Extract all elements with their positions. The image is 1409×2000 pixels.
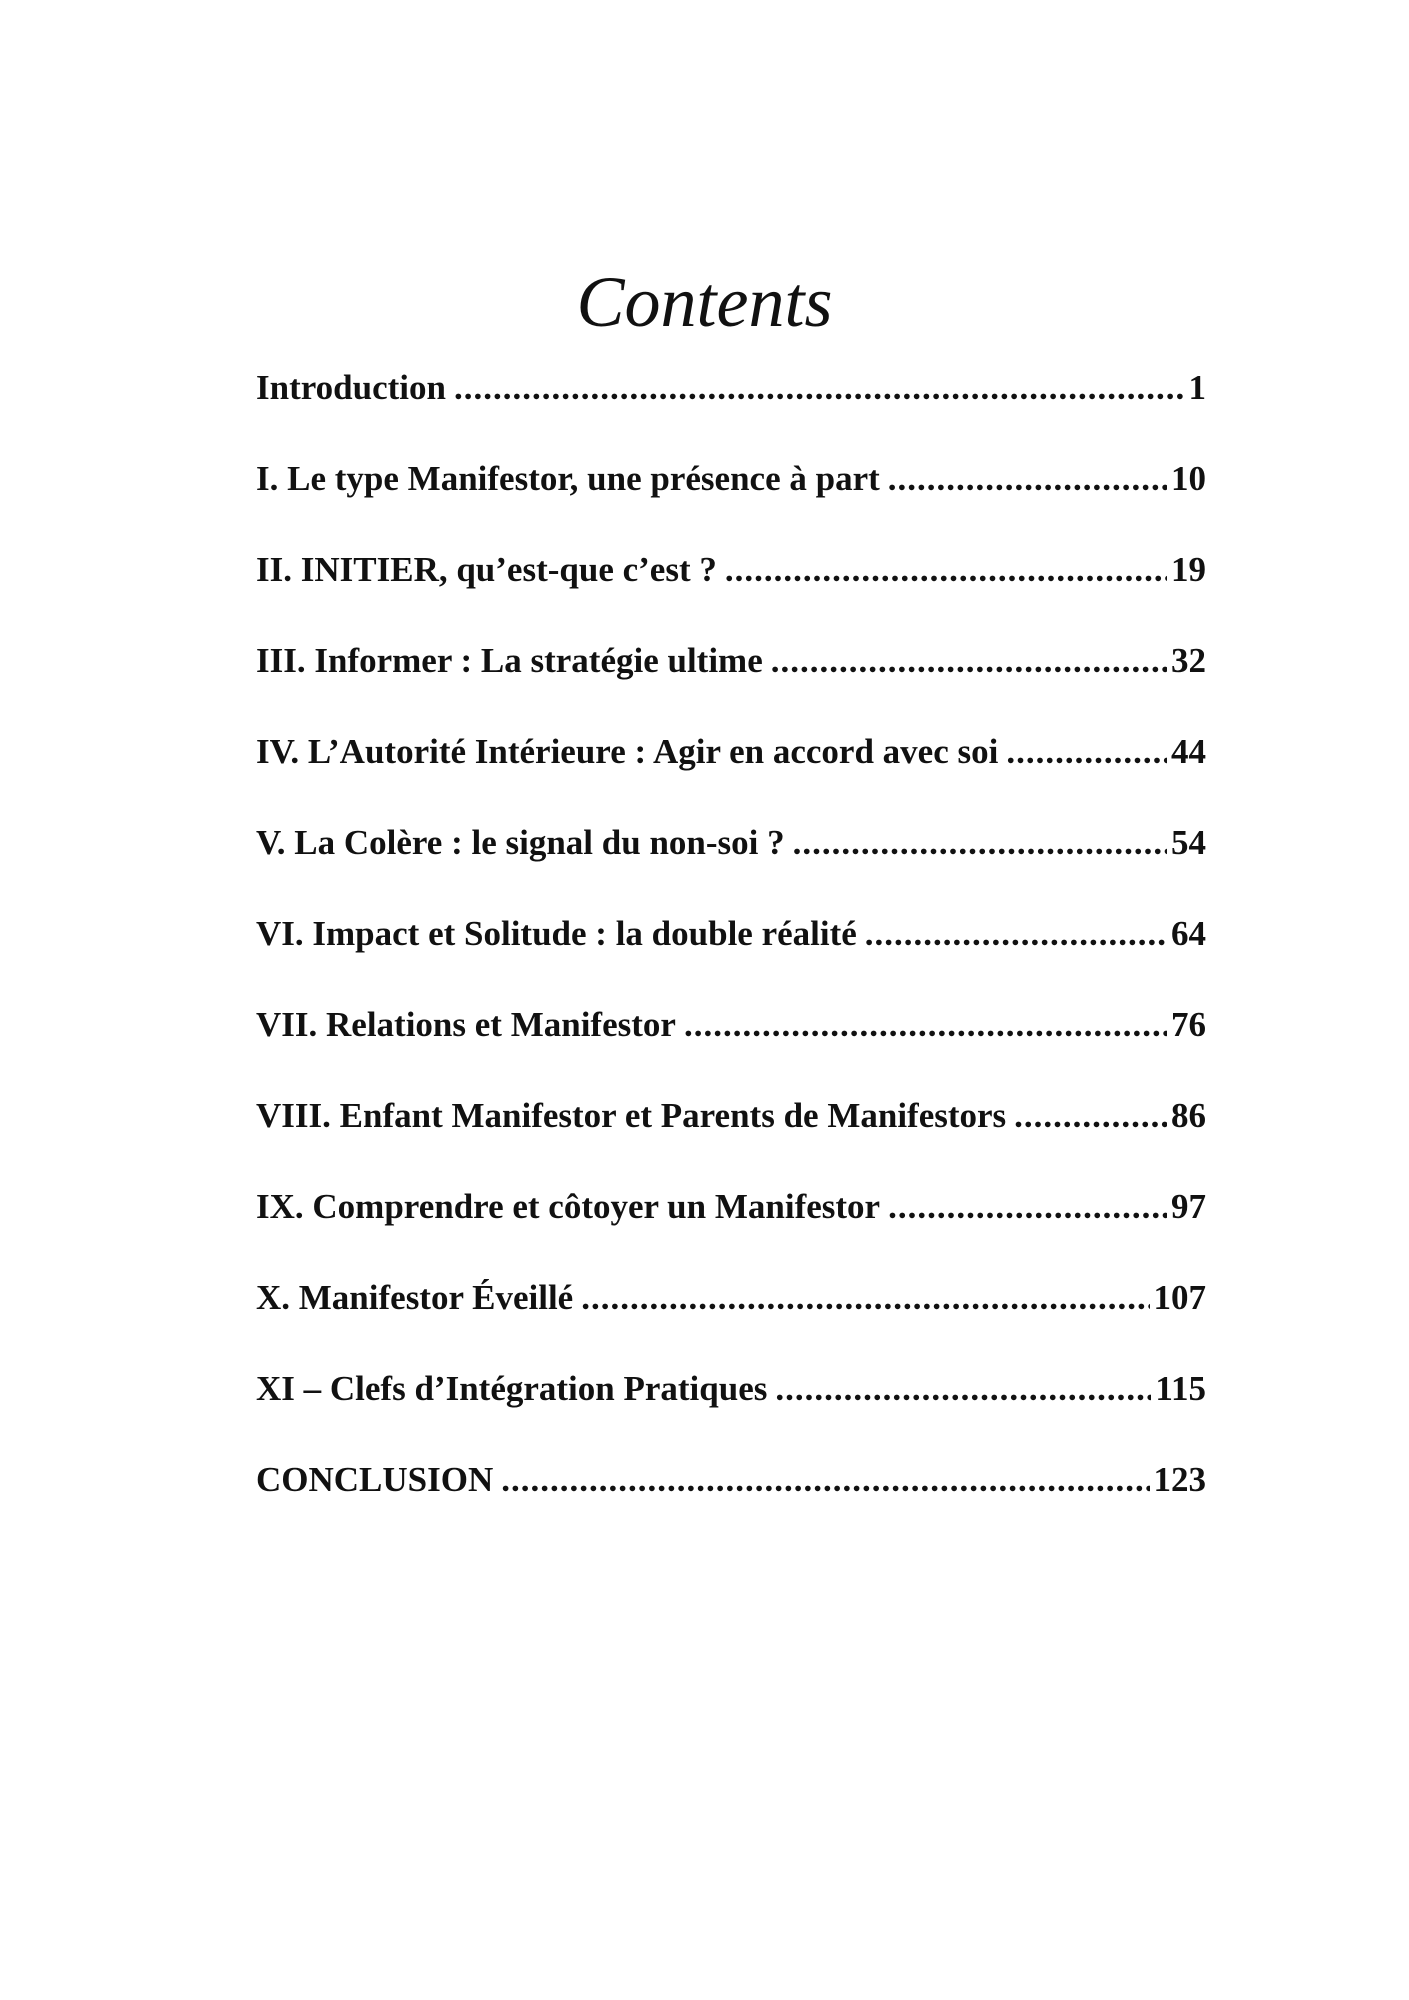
dot-leader xyxy=(771,637,1167,685)
toc-entry-page: 44 xyxy=(1171,732,1206,771)
toc-entry[interactable] xyxy=(256,364,1206,455)
toc-entry-page: 123 xyxy=(1153,1460,1206,1499)
dot-leader xyxy=(501,1456,1149,1504)
toc-entry-page: 115 xyxy=(1155,1369,1206,1408)
toc-entry[interactable] xyxy=(256,819,1206,910)
dot-leader xyxy=(454,364,1185,412)
toc-entry-page: 10 xyxy=(1171,459,1206,498)
toc-entry-title: IX. Comprendre et côtoyer un Manifestor xyxy=(256,1187,881,1226)
dot-leader xyxy=(888,1183,1167,1231)
toc-entry-page: 86 xyxy=(1171,1096,1206,1135)
toc-entry-title: Introduction xyxy=(256,368,446,407)
dot-leader xyxy=(793,819,1167,867)
toc-entry[interactable] xyxy=(256,1092,1206,1183)
toc-entry-page: 19 xyxy=(1171,550,1206,589)
toc-entry[interactable] xyxy=(256,1274,1206,1365)
dot-leader xyxy=(775,1365,1151,1413)
toc-entry[interactable] xyxy=(256,1001,1206,1092)
dot-leader xyxy=(1014,1092,1167,1140)
toc-entry-title: CONCLUSION xyxy=(256,1460,494,1499)
dot-leader xyxy=(865,910,1167,958)
toc-entry-page: 1 xyxy=(1188,368,1206,407)
toc-entry-title: I. Le type Manifestor, une présence à part xyxy=(256,459,880,498)
toc-entry-title: X. Manifestor Éveillé xyxy=(256,1278,574,1317)
dot-leader xyxy=(581,1274,1149,1322)
toc-entry-page: 64 xyxy=(1171,914,1206,953)
toc-entry-title: VII. Relations et Manifestor xyxy=(256,1005,676,1044)
toc-entry[interactable] xyxy=(256,1183,1206,1274)
toc-entry-page: 97 xyxy=(1171,1187,1206,1226)
page-title: Contents xyxy=(576,262,833,342)
dot-leader xyxy=(1006,728,1167,776)
dot-leader xyxy=(888,455,1167,503)
toc-entry-title: V. La Colère : le signal du non-soi ? xyxy=(256,823,785,862)
toc-entry-page: 107 xyxy=(1153,1278,1206,1317)
toc-entry-title: III. Informer : La stratégie ultime xyxy=(256,641,763,680)
toc-entry[interactable] xyxy=(256,546,1206,637)
toc-entry[interactable] xyxy=(256,1365,1206,1456)
toc-entry[interactable] xyxy=(256,1456,1206,1547)
dot-leader xyxy=(725,546,1167,594)
toc-entry[interactable] xyxy=(256,728,1206,819)
dot-leader xyxy=(684,1001,1167,1049)
toc-entry-page: 32 xyxy=(1171,641,1206,680)
toc-entry[interactable] xyxy=(256,910,1206,1001)
table-of-contents xyxy=(256,364,1206,1547)
toc-entry-title: VI. Impact et Solitude : la double réalité xyxy=(256,914,857,953)
toc-entry[interactable] xyxy=(256,455,1206,546)
toc-entry[interactable] xyxy=(256,637,1206,728)
toc-entry-title: XI – Clefs d’Intégration Pratiques xyxy=(256,1369,768,1408)
toc-entry-title: VIII. Enfant Manifestor et Parents de Manifestors xyxy=(256,1096,1007,1135)
toc-entry-page: 76 xyxy=(1171,1005,1206,1044)
toc-entry-title: II. INITIER, qu’est-que c’est ? xyxy=(256,550,717,589)
toc-entry-page: 54 xyxy=(1171,823,1206,862)
toc-entry-title: IV. L’Autorité Intérieure : Agir en accord avec soi xyxy=(256,732,999,771)
